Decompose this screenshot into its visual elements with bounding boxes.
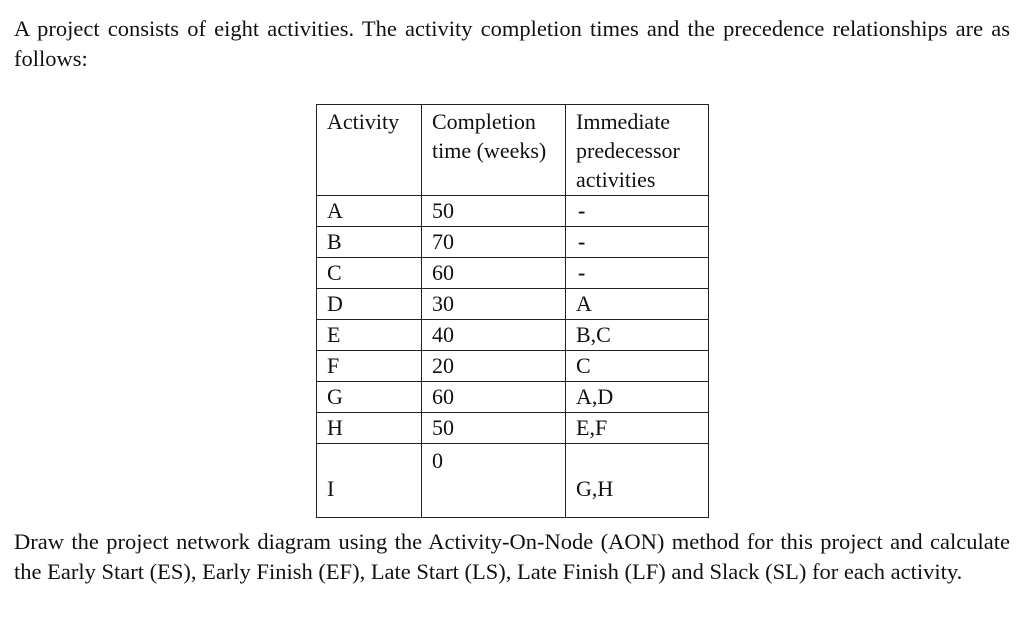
table-row bbox=[317, 351, 709, 382]
header-completion-time: Completion time (weeks) bbox=[422, 105, 566, 196]
cell-activity: D bbox=[317, 289, 422, 320]
activity-table bbox=[316, 104, 709, 518]
cell-predecessors bbox=[566, 227, 709, 258]
table-header-row bbox=[317, 105, 709, 196]
cell-time: 60 bbox=[422, 382, 566, 413]
cell-predecessors: A,D bbox=[566, 382, 709, 413]
cell-activity: I bbox=[317, 444, 422, 518]
cell-activity: H bbox=[317, 413, 422, 444]
header-activity: Activity bbox=[317, 105, 422, 196]
cell-predecessors: C bbox=[566, 351, 709, 382]
predecessor-value: - bbox=[578, 229, 586, 254]
cell-time: 70 bbox=[422, 227, 566, 258]
table-row bbox=[317, 289, 709, 320]
cell-activity: B bbox=[317, 227, 422, 258]
table-row bbox=[317, 196, 709, 227]
cell-activity: F bbox=[317, 351, 422, 382]
cell-time: 50 bbox=[422, 196, 566, 227]
table-row bbox=[317, 382, 709, 413]
cell-predecessors bbox=[566, 196, 709, 227]
cell-predecessors: E,F bbox=[566, 413, 709, 444]
cell-time: 60 bbox=[422, 258, 566, 289]
cell-time: 20 bbox=[422, 351, 566, 382]
cell-activity: E bbox=[317, 320, 422, 351]
cell-activity: A bbox=[317, 196, 422, 227]
cell-predecessors: G,H bbox=[566, 444, 709, 518]
header-predecessors: Immediate predecessor activities bbox=[566, 105, 709, 196]
table-row bbox=[317, 320, 709, 351]
predecessor-value: - bbox=[578, 198, 586, 223]
cell-time: 50 bbox=[422, 413, 566, 444]
cell-time: 30 bbox=[422, 289, 566, 320]
cell-predecessors: A bbox=[566, 289, 709, 320]
table-row bbox=[317, 444, 709, 518]
table-row bbox=[317, 413, 709, 444]
cell-activity: C bbox=[317, 258, 422, 289]
cell-predecessors: B,C bbox=[566, 320, 709, 351]
table-row bbox=[317, 258, 709, 289]
instructions-paragraph: Draw the project network diagram using the Activity-On-Node (AON) method for this project and calculate the Early Start (ES), Early Finish (EF), Late Start (LS), Late Finish (LF) and Slack (SL) for each activity. bbox=[14, 529, 1010, 584]
predecessor-value: - bbox=[578, 260, 586, 285]
cell-time: 0 bbox=[422, 444, 566, 518]
cell-time: 40 bbox=[422, 320, 566, 351]
table-row bbox=[317, 227, 709, 258]
intro-paragraph: A project consists of eight activities. The activity completion times and the precedence relationships are as follows: bbox=[14, 16, 1010, 71]
cell-activity: G bbox=[317, 382, 422, 413]
cell-predecessors bbox=[566, 258, 709, 289]
